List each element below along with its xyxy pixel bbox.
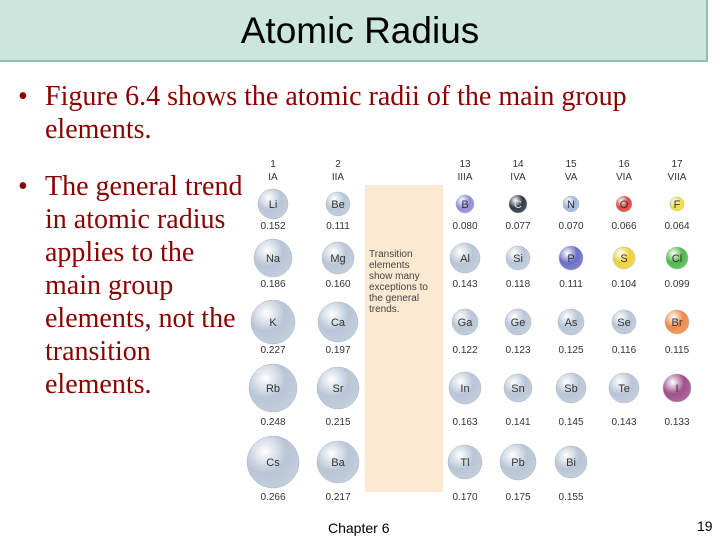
element-symbol: F — [673, 199, 681, 211]
radius-value: 0.143 — [611, 417, 637, 428]
group-number: 1 — [270, 159, 276, 170]
radius-value: 0.170 — [452, 492, 478, 503]
element-symbol: Sb — [564, 383, 578, 395]
element-symbol: Rb — [265, 383, 281, 395]
group-name: VA — [564, 172, 578, 183]
group-name: IIIA — [457, 172, 473, 183]
radius-value: 0.152 — [260, 221, 286, 232]
radius-value: 0.145 — [558, 417, 584, 428]
radius-value: 0.122 — [452, 345, 478, 356]
slide-title: Atomic Radius — [240, 10, 480, 51]
radius-value: 0.115 — [664, 345, 690, 356]
element-symbol: I — [675, 383, 679, 395]
bullet-marker: • — [18, 81, 28, 112]
radius-value: 0.111 — [326, 221, 350, 232]
group-number: 16 — [618, 159, 630, 170]
radius-value: 0.197 — [325, 345, 351, 356]
element-symbol: Mg — [330, 253, 346, 265]
element-symbol: Sn — [511, 383, 525, 395]
element-symbol: N — [567, 199, 575, 211]
transition-note-line: trends. — [369, 304, 400, 315]
radius-value: 0.163 — [452, 417, 478, 428]
page-number: 19 — [697, 518, 713, 534]
radius-value: 0.160 — [325, 279, 351, 290]
transition-note-line: Transition — [369, 249, 413, 260]
radius-value: 0.227 — [260, 345, 286, 356]
element-symbol: P — [567, 253, 575, 265]
element-symbol: Br — [671, 317, 683, 329]
radius-value: 0.141 — [505, 417, 531, 428]
radius-value: 0.116 — [611, 345, 637, 356]
transition-note-line: elements — [369, 260, 410, 271]
element-symbol: Cs — [266, 457, 280, 469]
element-symbol: Ge — [510, 317, 526, 329]
element-symbol: As — [564, 317, 578, 329]
element-symbol: Tl — [460, 457, 470, 469]
element-symbol: Se — [617, 317, 631, 329]
footer-chapter: Chapter 6 — [328, 520, 390, 536]
radius-value: 0.070 — [558, 221, 584, 232]
transition-note-line: the general — [369, 293, 420, 304]
transition-elements-band — [365, 185, 443, 492]
bullet-1-text: Figure 6.4 shows the atomic radii of the main group elements. — [45, 81, 627, 145]
element-symbol: Ca — [330, 317, 346, 329]
bullet-marker: • — [18, 171, 28, 202]
group-number: 2 — [335, 159, 341, 170]
element-symbol: Li — [268, 199, 278, 211]
bullet-2 — [18, 170, 245, 401]
radius-value: 0.111 — [559, 279, 583, 290]
transition-note-line: show many — [369, 271, 420, 282]
radius-value: 0.123 — [505, 345, 531, 356]
element-symbol: K — [269, 317, 277, 329]
element-symbol: Ba — [331, 457, 345, 469]
element-symbol: Bi — [566, 457, 576, 469]
radius-value: 0.215 — [325, 417, 351, 428]
element-symbol: Al — [460, 253, 470, 265]
group-headers — [268, 159, 687, 183]
group-number: 15 — [565, 159, 577, 170]
element-symbol: In — [460, 383, 470, 395]
radius-value: 0.080 — [452, 221, 478, 232]
group-number: 13 — [459, 159, 471, 170]
element-symbol: Pb — [511, 457, 525, 469]
atomic-radius-figure — [245, 155, 705, 510]
group-name: IIA — [331, 172, 345, 183]
group-number: 17 — [671, 159, 683, 170]
bullet-1 — [18, 80, 665, 146]
radius-value: 0.248 — [260, 417, 286, 428]
radius-value: 0.266 — [260, 492, 286, 503]
group-number: 14 — [512, 159, 524, 170]
element-symbol: Be — [331, 199, 345, 211]
radius-value: 0.077 — [505, 221, 531, 232]
element-symbol: C — [514, 199, 522, 211]
group-name: VIA — [615, 172, 633, 183]
group-name: VIIA — [667, 172, 687, 183]
element-symbol: O — [619, 199, 629, 211]
radius-value: 0.186 — [260, 279, 286, 290]
radius-value: 0.099 — [664, 279, 690, 290]
element-cells — [247, 189, 691, 503]
element-symbol: Te — [618, 383, 630, 395]
element-symbol: Na — [265, 253, 281, 265]
radius-value: 0.066 — [611, 221, 637, 232]
radius-value: 0.104 — [611, 279, 637, 290]
bullet-2-text: The general trend in atomic radius applies to the main group elements, not the transition elements. — [45, 171, 243, 400]
radius-value: 0.155 — [558, 492, 584, 503]
element-symbol: Cl — [671, 253, 683, 265]
radius-value: 0.064 — [664, 221, 690, 232]
element-symbol: Si — [513, 253, 523, 265]
radius-value: 0.133 — [664, 417, 690, 428]
transition-note-line: exceptions to — [369, 282, 428, 293]
element-symbol: Sr — [332, 383, 344, 395]
radius-value: 0.217 — [325, 492, 351, 503]
radius-value: 0.175 — [505, 492, 531, 503]
group-name: IA — [268, 172, 278, 183]
element-symbol: Ga — [457, 317, 473, 329]
element-symbol: S — [620, 253, 628, 265]
group-name: IVA — [510, 172, 526, 183]
radius-value: 0.118 — [505, 279, 531, 290]
radius-value: 0.125 — [558, 345, 584, 356]
element-symbol: B — [461, 199, 469, 211]
radius-value: 0.143 — [452, 279, 478, 290]
